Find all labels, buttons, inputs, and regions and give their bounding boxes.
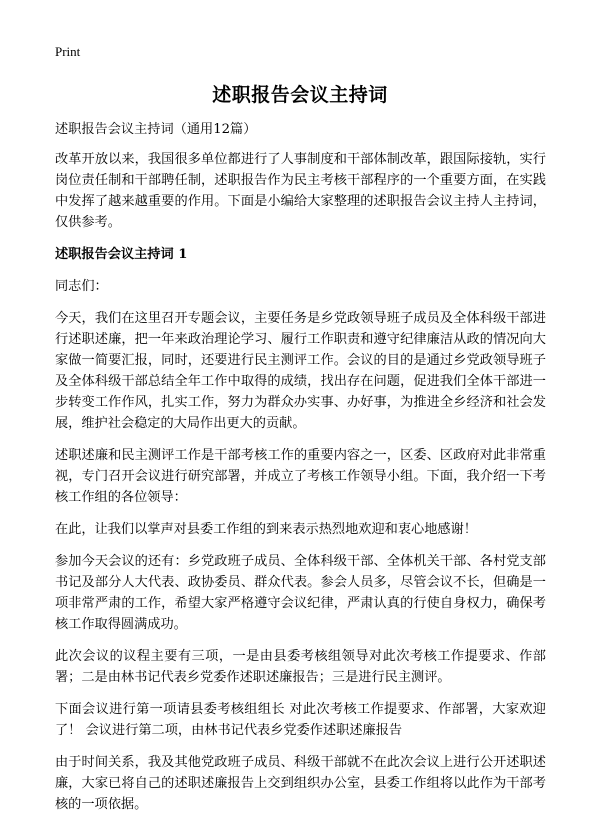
print-link[interactable]: Print xyxy=(55,44,81,59)
body-paragraph: 下面会议进行第一项请县委考核组组长 对此次考核工作提要求、作部署，大家欢迎了！ 会议进行第二项，由林书记代表乡党委作述职述廉报告 xyxy=(55,702,546,738)
body-paragraph: 参加今天会议的还有：乡党政班子成员、全体科级干部、全体机关干部、各村党支部书记及部分人大代表、政协委员、群众代表。参会人员多，尽管会议不长，但确是一项非常严肃的工作，希望大家严格遵守会议纪律，严肃认真的行使自身权力，确保考核工作取得圆满成功。 xyxy=(55,554,546,632)
body-paragraph: 今天，我们在这里召开专题会议，主要任务是乡党政领导班子成员及全体科级干部进行述职述廉，把一年来政治理论学习、履行工作职责和遵守纪律廉洁从政的情况向大家做一简要汇报，同时，还要进行民主测评工作。会议的目的是通过乡党政领导班子及全体科级干部总结全年工作中取得的成绩，找出存在问题，促进我们全体干部进一步转变工作作风，扎实工作，努力为群众办实事、办好事，为推进全乡经济和社会发展，维护社会稳定的大局作出更大的贡献。 xyxy=(55,311,546,431)
document-subtitle: 述职报告会议主持词（通用12篇） xyxy=(55,122,257,137)
document-body xyxy=(55,119,546,826)
section-heading: 述职报告会议主持词 1 xyxy=(55,247,188,262)
body-paragraph: 由于时间关系，我及其他党政班子成员、科级干部就不在此次会议上进行公开述职述廉，大家已将自己的述职述廉报告上交到组织办公室，县委工作组将以此作为干部考核的一项依据。 xyxy=(55,755,546,812)
body-paragraph: 此次会议的议程主要有三项，一是由县委考核组领导对此次考核工作提要求、作部署；二是由林书记代表乡党委作述职述廉报告；三是进行民主测评。 xyxy=(55,649,546,685)
greeting: 同志们： xyxy=(55,279,108,294)
body-paragraph: 在此，让我们以掌声对县委工作组的到来表示热烈地欢迎和衷心地感谢！ xyxy=(55,522,477,537)
body-paragraph: 述职述廉和民主测评工作是干部考核工作的重要内容之一，区委、区政府对此非常重视，专门召开会议进行研究部署，并成立了考核工作领导小组。下面，我介绍一下考核工作组的各位领导： xyxy=(55,448,546,505)
page-title: 述职报告会议主持词 xyxy=(212,84,388,106)
intro-paragraph: 改革开放以来，我国很多单位都进行了人事制度和干部体制改革，跟国际接轨，实行岗位责任制和干部聘任制，述职报告作为民主考核干部程序的一个重要方面，在实践中发挥了越来越重要的作用。下面是小编给大家整理的述职报告会议主持人主持词，仅供参考。 xyxy=(55,152,546,230)
